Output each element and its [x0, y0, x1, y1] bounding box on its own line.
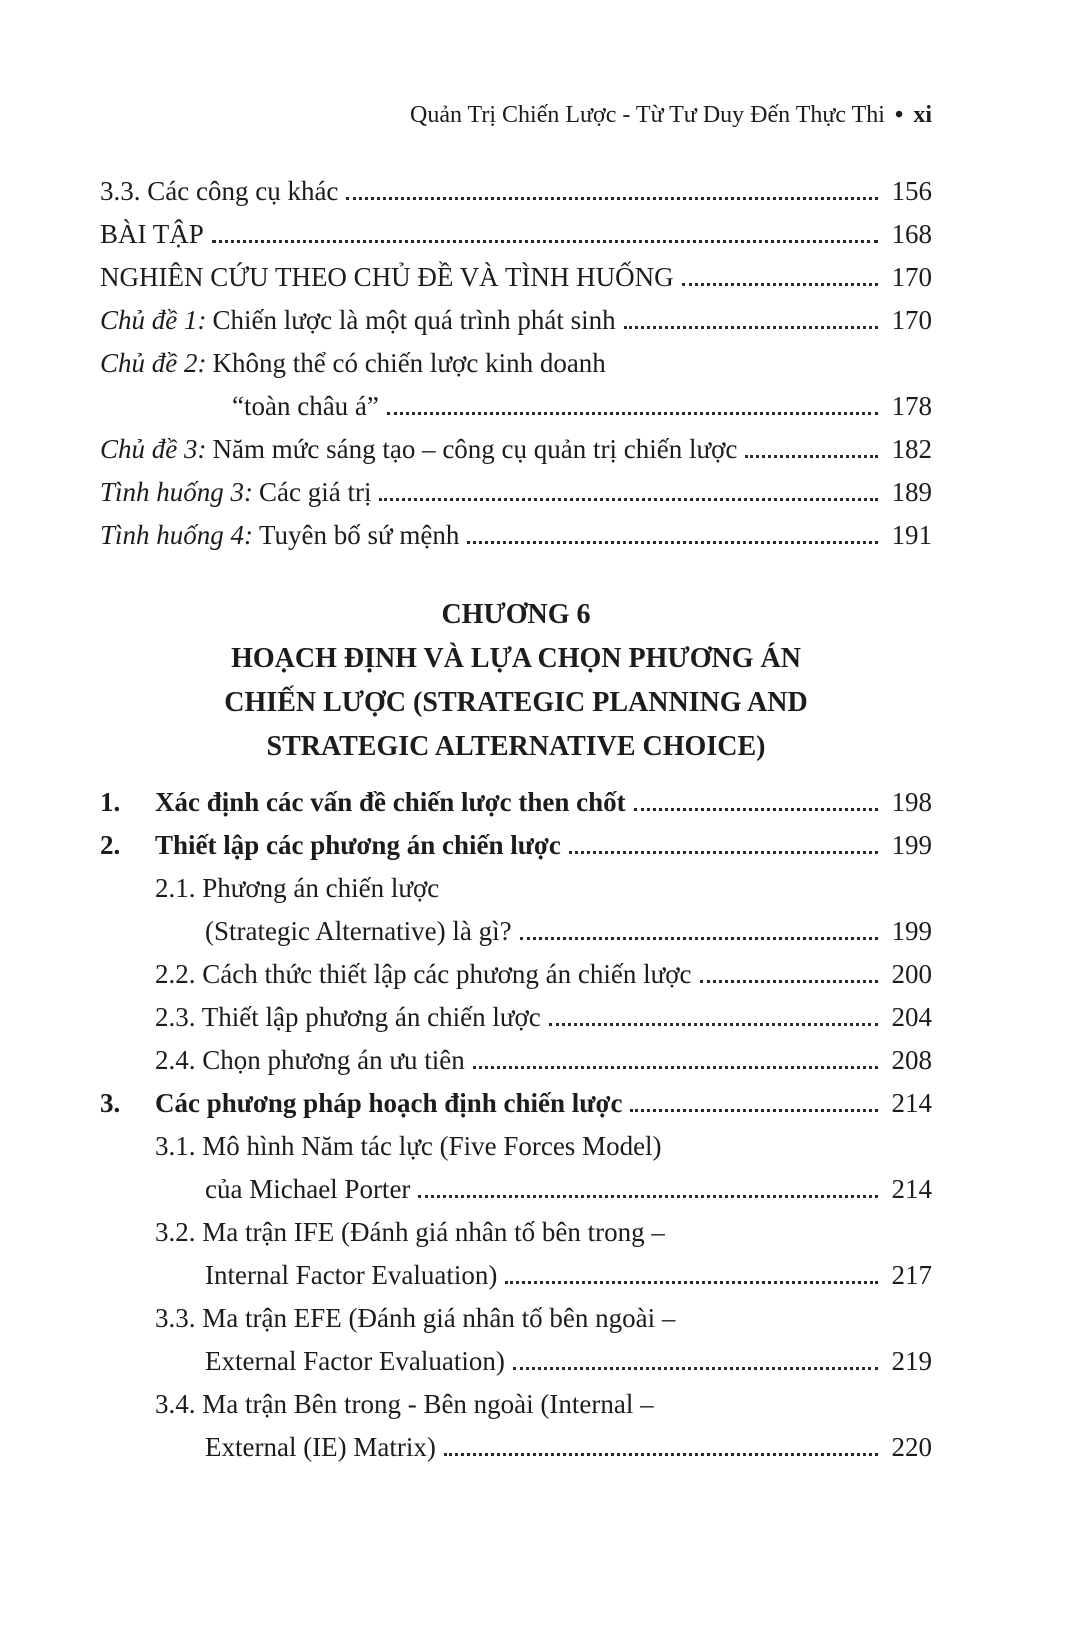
- dot-leader: [379, 498, 878, 501]
- toc-entry: [100, 342, 932, 385]
- dot-leader: [520, 937, 878, 940]
- dot-leader: [418, 1195, 878, 1198]
- dot-leader: [569, 851, 878, 854]
- toc-entry-continuation: [100, 910, 932, 953]
- toc-entry: [100, 1125, 932, 1168]
- toc-entry-text-line2: của Michael Porter: [205, 1174, 411, 1204]
- toc-page-number: 156: [891, 176, 932, 206]
- toc-entry-continuation: [100, 1426, 932, 1469]
- toc-page-number: 199: [891, 830, 932, 860]
- toc-entry-continuation: [100, 1340, 932, 1383]
- toc-entry-text: 3.3. Ma trận EFE (Đánh giá nhân tố bên ngoài –: [155, 1303, 676, 1333]
- chapter-number: CHƯƠNG 6: [441, 599, 591, 630]
- running-header-title: Quản Trị Chiến Lược - Từ Tư Duy Đến Thực Thi: [409, 102, 885, 128]
- toc-entry-text: 3.4. Ma trận Bên trong - Bên ngoài (Internal –: [155, 1389, 654, 1419]
- dot-leader: [473, 1066, 878, 1069]
- toc-entry-text: [100, 342, 606, 385]
- toc-entry-label: Chủ đề 3:: [100, 434, 207, 464]
- toc-entry-title: Các giá trị: [259, 477, 372, 507]
- toc-page-number: 199: [891, 916, 932, 946]
- toc-page-number: 191: [891, 520, 932, 550]
- toc-entry: [100, 256, 932, 299]
- toc-entry: [100, 471, 932, 514]
- toc-entry: [100, 953, 932, 996]
- toc-page-number: 214: [891, 1088, 932, 1118]
- toc-entry-label: Tình huống 3:: [100, 477, 254, 507]
- toc-entry-text: 2.3. Thiết lập phương án chiến lược: [155, 1002, 541, 1032]
- toc-page-number: 168: [891, 219, 932, 249]
- toc-entry-number: 1.: [100, 787, 121, 817]
- toc-entry-text: Các phương pháp hoạch định chiến lược: [155, 1088, 623, 1118]
- toc-entry-text: 2.2. Cách thức thiết lập các phương án chiến lược: [155, 959, 692, 989]
- toc-page-number: 217: [891, 1260, 932, 1290]
- dot-leader: [467, 541, 878, 544]
- toc-entry: [100, 996, 932, 1039]
- toc-page-number: 178: [891, 391, 932, 421]
- dot-leader: [346, 197, 878, 200]
- toc-page-number: 198: [891, 787, 932, 817]
- toc-entry-text: [100, 428, 737, 471]
- dot-leader: [387, 412, 878, 415]
- toc-entry-continuation: [100, 1254, 932, 1297]
- toc-entry: [100, 781, 932, 824]
- dot-leader: [745, 455, 878, 458]
- toc-entry: [100, 514, 932, 557]
- dot-leader: [624, 326, 878, 329]
- toc-entry-title: Năm mức sáng tạo – công cụ quản trị chiến lược: [212, 434, 738, 464]
- toc-entry: [100, 1039, 932, 1082]
- toc-entry-text: [100, 514, 459, 557]
- toc-entry: [100, 213, 932, 256]
- toc-entry-text: NGHIÊN CỨU THEO CHỦ ĐỀ VÀ TÌNH HUỐNG: [100, 262, 674, 292]
- toc-entry-continuation: [100, 385, 932, 428]
- toc-page-number: 200: [891, 959, 932, 989]
- toc-page-number: 214: [891, 1174, 932, 1204]
- toc-page-number: 204: [891, 1002, 932, 1032]
- toc-entry-text: 3.2. Ma trận IFE (Đánh giá nhân tố bên trong –: [155, 1217, 665, 1247]
- toc-page-number: 170: [891, 262, 932, 292]
- toc-entry-number: 2.: [100, 830, 121, 860]
- chapter-heading: [100, 593, 932, 769]
- toc-entry-text-line2: “toàn châu á”: [232, 391, 379, 421]
- dot-leader: [444, 1453, 878, 1456]
- dot-leader: [513, 1367, 878, 1370]
- toc-entry-text: Xác định các vấn đề chiến lược then chốt: [155, 787, 626, 817]
- toc-page-number: 182: [891, 434, 932, 464]
- chapter-title-line3: STRATEGIC ALTERNATIVE CHOICE): [266, 731, 766, 762]
- dot-leader: [682, 283, 878, 286]
- dot-leader: [212, 240, 878, 243]
- toc-entry-text: 3.1. Mô hình Năm tác lực (Five Forces Model): [155, 1131, 662, 1161]
- toc-entry: [100, 1297, 932, 1340]
- toc-entry-text-line2: External Factor Evaluation): [205, 1346, 505, 1376]
- toc-entry-text: BÀI TẬP: [100, 219, 204, 249]
- chapter-title-line1: HOẠCH ĐỊNH VÀ LỰA CHỌN PHƯƠNG ÁN: [231, 643, 801, 674]
- toc-page-number: 170: [891, 305, 932, 335]
- dot-leader: [549, 1023, 878, 1026]
- dot-leader: [634, 808, 878, 811]
- toc-entry: [100, 824, 932, 867]
- toc-entry: [100, 1082, 932, 1125]
- toc-page-number: 220: [891, 1432, 932, 1462]
- running-header: [100, 100, 932, 130]
- toc-entry-continuation: [100, 1168, 932, 1211]
- toc-entry-title: Tuyên bố sứ mệnh: [259, 520, 460, 550]
- toc-page-number: 219: [891, 1346, 932, 1376]
- dot-leader: [630, 1109, 878, 1112]
- toc-entry: [100, 867, 932, 910]
- toc-entry-title: Chiến lược là một quá trình phát sinh: [212, 305, 616, 335]
- toc-entry-label: Tình huống 4:: [100, 520, 254, 550]
- toc-entry-text-line2: External (IE) Matrix): [205, 1432, 436, 1462]
- toc-top-section: [100, 170, 932, 557]
- toc-chapter-section: [100, 781, 932, 1469]
- toc-entry-text: [100, 299, 616, 342]
- toc-entry-text: Thiết lập các phương án chiến lược: [155, 830, 561, 860]
- toc-page-number: 208: [891, 1045, 932, 1075]
- chapter-title-line2: CHIẾN LƯỢC (STRATEGIC PLANNING AND: [224, 687, 808, 718]
- toc-entry: [100, 170, 932, 213]
- toc-entry-label: Chủ đề 1:: [100, 305, 207, 335]
- toc-entry-text: 2.4. Chọn phương án ưu tiên: [155, 1045, 465, 1075]
- toc-entry-text: 2.1. Phương án chiến lược: [155, 873, 440, 903]
- toc-entry: [100, 1211, 932, 1254]
- toc-entry-text: [100, 471, 371, 514]
- toc-entry-title: Không thể có chiến lược kinh doanh: [212, 348, 606, 378]
- dot-leader: [505, 1281, 878, 1284]
- toc-entry-number: 3.: [100, 1088, 121, 1118]
- page-folio: xi: [913, 102, 932, 128]
- toc-entry-text-line2: (Strategic Alternative) là gì?: [205, 916, 512, 946]
- dot-leader: [700, 980, 878, 983]
- toc-page-number: 189: [891, 477, 932, 507]
- toc-entry-text: 3.3. Các công cụ khác: [100, 176, 339, 206]
- toc-entry: [100, 428, 932, 471]
- toc-entry: [100, 1383, 932, 1426]
- toc-entry-text-line2: Internal Factor Evaluation): [205, 1260, 498, 1290]
- toc-entry: [100, 299, 932, 342]
- toc-entry-label: Chủ đề 2:: [100, 348, 207, 378]
- header-separator: •: [894, 102, 904, 128]
